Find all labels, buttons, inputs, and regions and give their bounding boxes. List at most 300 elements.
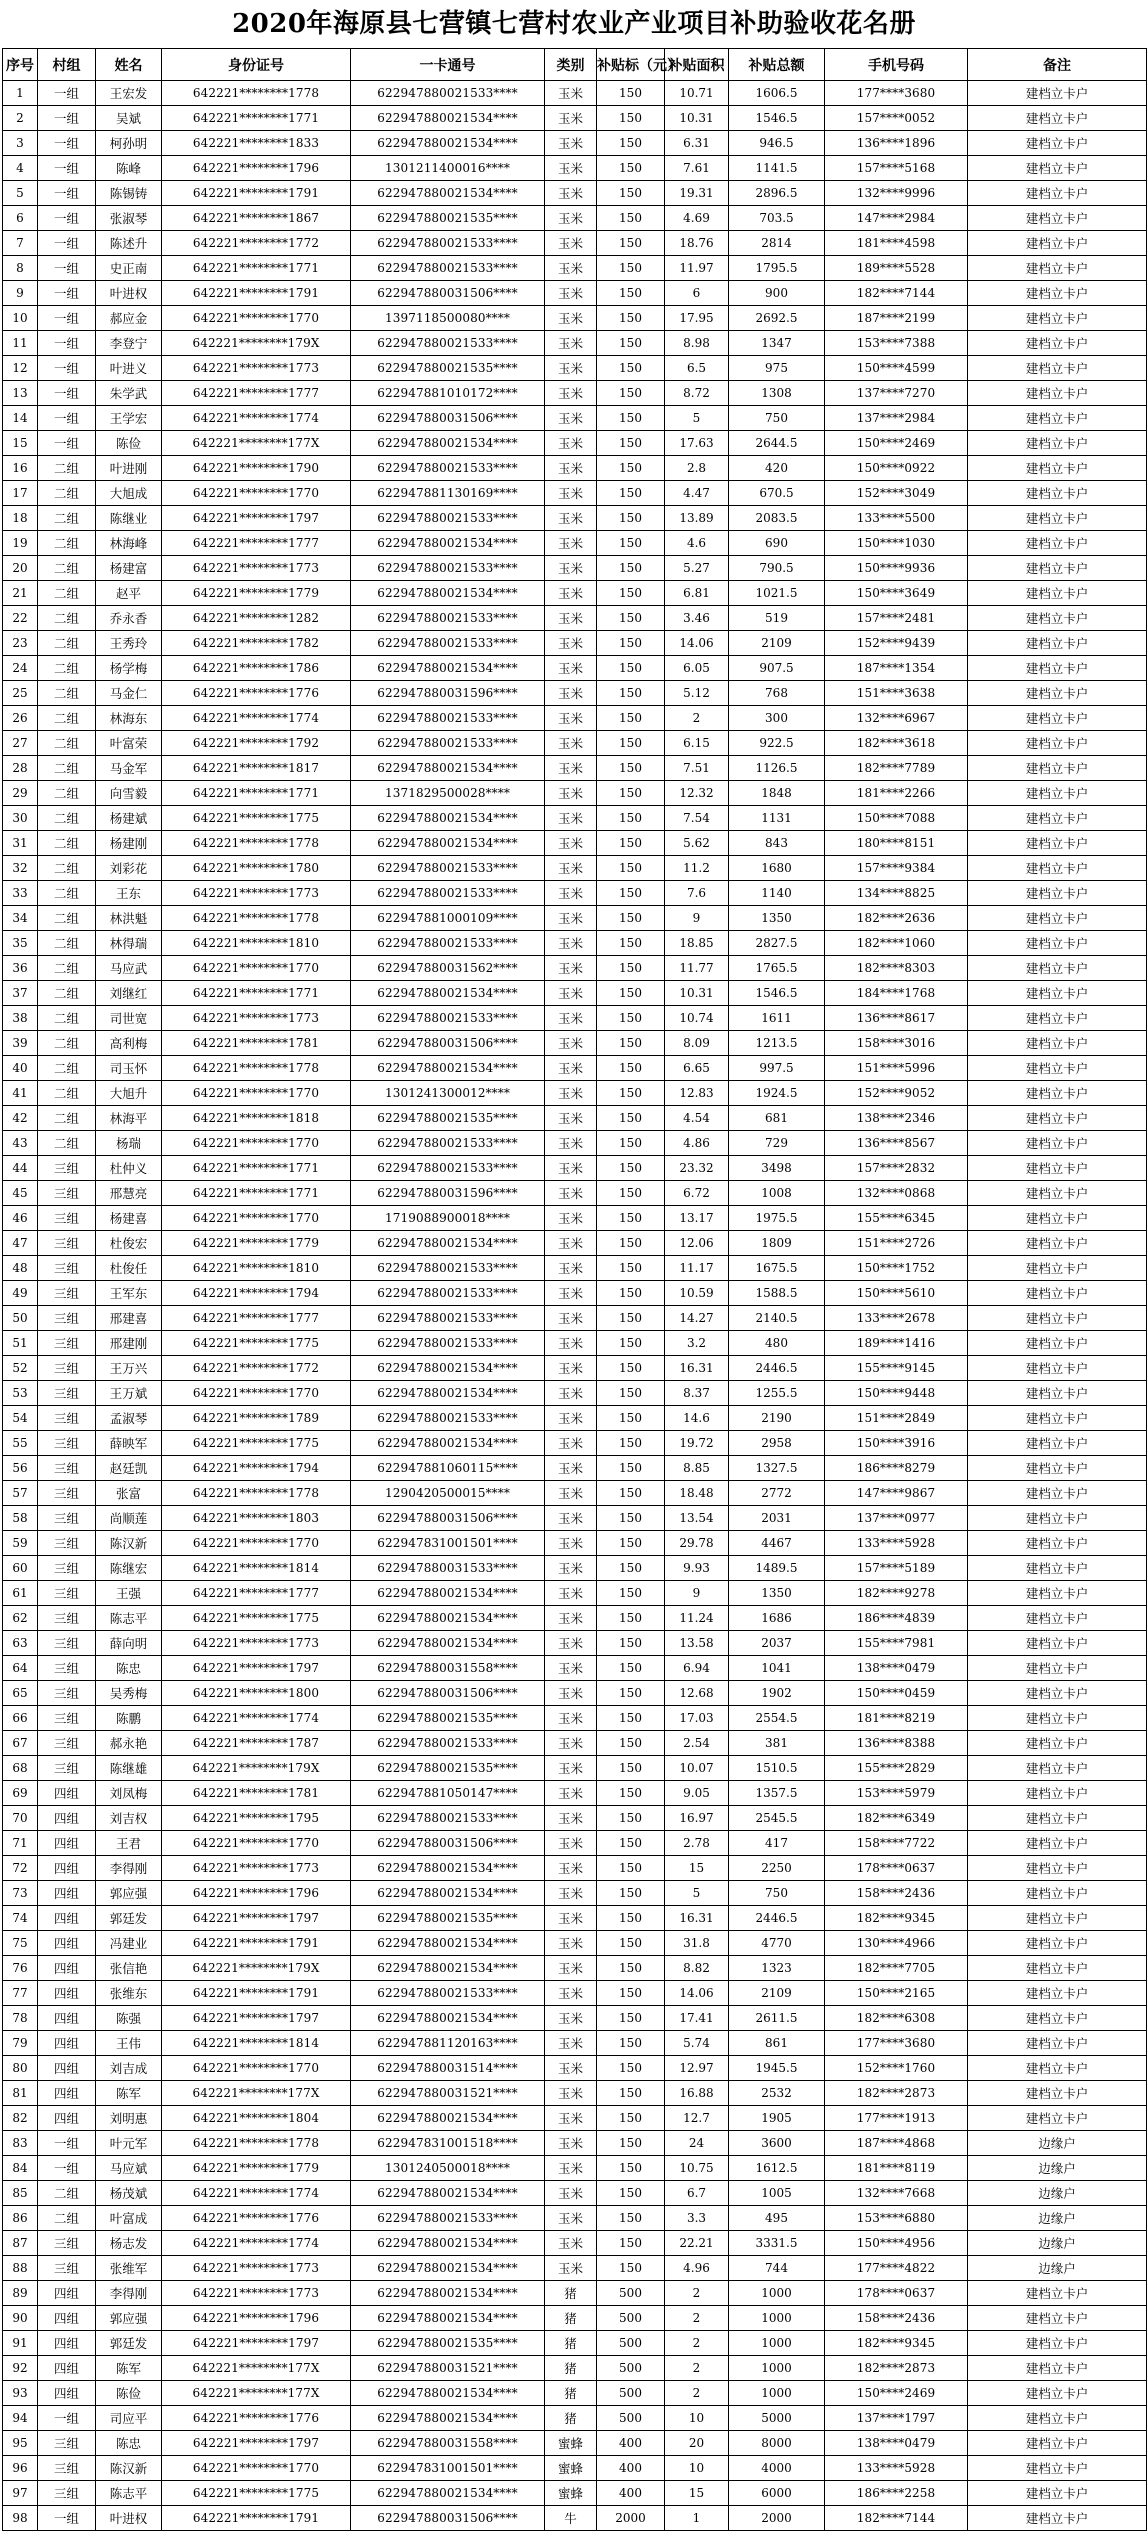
cell-id-number: 642221********1771	[162, 981, 351, 1006]
cell-id-number: 642221********1814	[162, 2031, 351, 2056]
cell-phone-number: 182****2636	[825, 906, 968, 931]
cell-remark: 建档立卡户	[968, 2006, 1147, 2031]
cell-remark: 建档立卡户	[968, 731, 1147, 756]
table-row	[3, 2206, 1147, 2231]
cell-row-index: 42	[3, 1106, 38, 1131]
cell-id-number: 642221********1810	[162, 931, 351, 956]
cell-remark: 建档立卡户	[968, 2106, 1147, 2131]
cell-remark: 建档立卡户	[968, 281, 1147, 306]
cell-remark: 建档立卡户	[968, 1931, 1147, 1956]
cell-phone-number: 182****2873	[825, 2081, 968, 2106]
cell-category: 玉米	[545, 1531, 597, 1556]
table-row	[3, 531, 1147, 556]
cell-subsidy-area: 2	[665, 706, 729, 731]
cell-remark: 建档立卡户	[968, 1281, 1147, 1306]
table-row	[3, 1731, 1147, 1756]
cell-card-number: 622947831001518****	[351, 2131, 545, 2156]
cell-subsidy-rate: 150	[597, 1481, 665, 1506]
cell-id-number: 642221********1797	[162, 1906, 351, 1931]
cell-subsidy-total: 1588.5	[729, 1281, 825, 1306]
cell-category: 玉米	[545, 781, 597, 806]
cell-row-index: 13	[3, 381, 38, 406]
table-row	[3, 1631, 1147, 1656]
table-row	[3, 731, 1147, 756]
cell-subsidy-total: 1213.5	[729, 1031, 825, 1056]
cell-category: 玉米	[545, 1206, 597, 1231]
cell-subsidy-area: 2	[665, 2306, 729, 2331]
table-row	[3, 2281, 1147, 2306]
cell-person-name: 叶进刚	[96, 456, 162, 481]
cell-remark: 建档立卡户	[968, 1631, 1147, 1656]
cell-person-name: 杨茂斌	[96, 2181, 162, 2206]
cell-subsidy-total: 1809	[729, 1231, 825, 1256]
table-row	[3, 1531, 1147, 1556]
cell-card-number: 622947880021535****	[351, 206, 545, 231]
cell-row-index: 86	[3, 2206, 38, 2231]
cell-category: 玉米	[545, 1631, 597, 1656]
cell-village-group: 三组	[38, 1356, 96, 1381]
table-row	[3, 1706, 1147, 1731]
cell-id-number: 642221********1771	[162, 106, 351, 131]
cell-card-number: 622947880021534****	[351, 431, 545, 456]
cell-id-number: 642221********1791	[162, 1981, 351, 2006]
cell-subsidy-area: 10.31	[665, 981, 729, 1006]
cell-person-name: 司玉怀	[96, 1056, 162, 1081]
cell-subsidy-total: 1000	[729, 2281, 825, 2306]
cell-subsidy-area: 8.98	[665, 331, 729, 356]
cell-card-number: 622947880021534****	[351, 2181, 545, 2206]
cell-village-group: 三组	[38, 1381, 96, 1406]
cell-row-index: 29	[3, 781, 38, 806]
cell-person-name: 张淑琴	[96, 206, 162, 231]
cell-phone-number: 132****7668	[825, 2181, 968, 2206]
cell-id-number: 642221********1774	[162, 2181, 351, 2206]
cell-card-number: 622947880021534****	[351, 806, 545, 831]
cell-phone-number: 152****9052	[825, 1081, 968, 1106]
cell-village-group: 二组	[38, 756, 96, 781]
cell-id-number: 642221********179X	[162, 331, 351, 356]
table-row	[3, 1081, 1147, 1106]
cell-subsidy-total: 1350	[729, 1581, 825, 1606]
cell-remark: 边缘户	[968, 2231, 1147, 2256]
cell-subsidy-rate: 150	[597, 556, 665, 581]
cell-subsidy-rate: 150	[597, 356, 665, 381]
cell-phone-number: 150****1030	[825, 531, 968, 556]
cell-subsidy-total: 2031	[729, 1506, 825, 1531]
cell-subsidy-area: 17.03	[665, 1706, 729, 1731]
cell-village-group: 一组	[38, 256, 96, 281]
col-header-subsidy-total: 补贴总额	[729, 49, 825, 81]
table-row	[3, 906, 1147, 931]
cell-category: 玉米	[545, 881, 597, 906]
cell-person-name: 林海平	[96, 1106, 162, 1131]
cell-village-group: 三组	[38, 1531, 96, 1556]
cell-category: 玉米	[545, 1281, 597, 1306]
cell-person-name: 叶元军	[96, 2131, 162, 2156]
cell-person-name: 陈忠	[96, 2431, 162, 2456]
cell-subsidy-rate: 150	[597, 2231, 665, 2256]
cell-card-number: 622947880031558****	[351, 2431, 545, 2456]
cell-id-number: 642221********1803	[162, 1506, 351, 1531]
cell-card-number: 622947881000109****	[351, 906, 545, 931]
cell-card-number: 622947880031521****	[351, 2356, 545, 2381]
cell-row-index: 45	[3, 1181, 38, 1206]
cell-village-group: 四组	[38, 2381, 96, 2406]
cell-person-name: 陈述升	[96, 231, 162, 256]
cell-row-index: 79	[3, 2031, 38, 2056]
cell-village-group: 三组	[38, 1456, 96, 1481]
cell-phone-number: 180****8151	[825, 831, 968, 856]
cell-village-group: 三组	[38, 1331, 96, 1356]
cell-subsidy-rate: 150	[597, 131, 665, 156]
cell-remark: 建档立卡户	[968, 1431, 1147, 1456]
cell-subsidy-rate: 150	[597, 1256, 665, 1281]
cell-subsidy-area: 2.54	[665, 1731, 729, 1756]
cell-remark: 建档立卡户	[968, 806, 1147, 831]
cell-person-name: 薛向明	[96, 1631, 162, 1656]
cell-subsidy-area: 19.31	[665, 181, 729, 206]
cell-category: 玉米	[545, 1306, 597, 1331]
table-row	[3, 806, 1147, 831]
cell-subsidy-area: 11.77	[665, 956, 729, 981]
table-row	[3, 681, 1147, 706]
cell-row-index: 68	[3, 1756, 38, 1781]
cell-subsidy-total: 2083.5	[729, 506, 825, 531]
cell-subsidy-rate: 150	[597, 81, 665, 106]
cell-subsidy-area: 20	[665, 2431, 729, 2456]
cell-phone-number: 151****2849	[825, 1406, 968, 1431]
cell-village-group: 二组	[38, 481, 96, 506]
cell-subsidy-total: 1126.5	[729, 756, 825, 781]
cell-village-group: 四组	[38, 1906, 96, 1931]
table-row	[3, 206, 1147, 231]
cell-category: 玉米	[545, 856, 597, 881]
cell-id-number: 642221********1833	[162, 131, 351, 156]
cell-remark: 建档立卡户	[968, 1331, 1147, 1356]
cell-subsidy-total: 2109	[729, 631, 825, 656]
cell-remark: 建档立卡户	[968, 1556, 1147, 1581]
cell-row-index: 20	[3, 556, 38, 581]
cell-category: 猪	[545, 2306, 597, 2331]
cell-person-name: 吴秀梅	[96, 1681, 162, 1706]
cell-card-number: 622947880021533****	[351, 1306, 545, 1331]
cell-village-group: 三组	[38, 1506, 96, 1531]
cell-phone-number: 150****2165	[825, 1981, 968, 2006]
cell-phone-number: 150****0922	[825, 456, 968, 481]
table-row	[3, 1281, 1147, 1306]
cell-subsidy-total: 861	[729, 2031, 825, 2056]
cell-category: 玉米	[545, 1156, 597, 1181]
cell-subsidy-total: 1905	[729, 2106, 825, 2131]
cell-phone-number: 157****5189	[825, 1556, 968, 1581]
cell-subsidy-rate: 150	[597, 481, 665, 506]
cell-subsidy-total: 420	[729, 456, 825, 481]
table-row	[3, 2181, 1147, 2206]
cell-subsidy-total: 1357.5	[729, 1781, 825, 1806]
cell-card-number: 622947881010172****	[351, 381, 545, 406]
cell-subsidy-total: 1902	[729, 1681, 825, 1706]
cell-subsidy-total: 381	[729, 1731, 825, 1756]
cell-card-number: 622947880021534****	[351, 131, 545, 156]
cell-card-number: 622947880021533****	[351, 1131, 545, 1156]
cell-person-name: 陈忠	[96, 1656, 162, 1681]
cell-row-index: 73	[3, 1881, 38, 1906]
cell-card-number: 622947880021534****	[351, 1856, 545, 1881]
cell-id-number: 642221********1804	[162, 2106, 351, 2131]
cell-remark: 建档立卡户	[968, 2431, 1147, 2456]
cell-row-index: 11	[3, 331, 38, 356]
cell-id-number: 642221********1791	[162, 281, 351, 306]
cell-category: 猪	[545, 2406, 597, 2431]
cell-remark: 建档立卡户	[968, 456, 1147, 481]
cell-village-group: 二组	[38, 931, 96, 956]
cell-row-index: 89	[3, 2281, 38, 2306]
cell-subsidy-rate: 150	[597, 1231, 665, 1256]
table-row	[3, 1831, 1147, 1856]
table-row	[3, 1456, 1147, 1481]
cell-category: 玉米	[545, 1481, 597, 1506]
cell-remark: 建档立卡户	[968, 631, 1147, 656]
cell-person-name: 叶进义	[96, 356, 162, 381]
cell-remark: 建档立卡户	[968, 2481, 1147, 2506]
cell-row-index: 55	[3, 1431, 38, 1456]
table-row	[3, 581, 1147, 606]
cell-id-number: 642221********1797	[162, 2431, 351, 2456]
cell-phone-number: 182****7144	[825, 2506, 968, 2531]
cell-subsidy-total: 4467	[729, 1531, 825, 1556]
cell-card-number: 622947880021534****	[351, 2231, 545, 2256]
table-row	[3, 2331, 1147, 2356]
cell-card-number: 622947880021535****	[351, 1906, 545, 1931]
cell-row-index: 63	[3, 1631, 38, 1656]
cell-village-group: 一组	[38, 281, 96, 306]
cell-id-number: 642221********1770	[162, 1381, 351, 1406]
table-row	[3, 1956, 1147, 1981]
cell-village-group: 一组	[38, 2406, 96, 2431]
cell-person-name: 陈志平	[96, 2481, 162, 2506]
cell-subsidy-rate: 150	[597, 931, 665, 956]
cell-phone-number: 153****6880	[825, 2206, 968, 2231]
table-row	[3, 1231, 1147, 1256]
cell-card-number: 622947880021534****	[351, 1931, 545, 1956]
cell-remark: 建档立卡户	[968, 2506, 1147, 2531]
cell-id-number: 642221********1775	[162, 1431, 351, 1456]
cell-subsidy-rate: 150	[597, 631, 665, 656]
cell-remark: 建档立卡户	[968, 1781, 1147, 1806]
cell-row-index: 87	[3, 2231, 38, 2256]
cell-row-index: 70	[3, 1806, 38, 1831]
cell-person-name: 陈汉新	[96, 1531, 162, 1556]
cell-subsidy-total: 480	[729, 1331, 825, 1356]
cell-subsidy-rate: 150	[597, 1581, 665, 1606]
cell-card-number: 622947880021533****	[351, 2206, 545, 2231]
cell-subsidy-area: 18.48	[665, 1481, 729, 1506]
cell-subsidy-total: 1140	[729, 881, 825, 906]
table-row	[3, 1006, 1147, 1031]
cell-village-group: 三组	[38, 1581, 96, 1606]
cell-phone-number: 150****5610	[825, 1281, 968, 1306]
cell-subsidy-total: 2554.5	[729, 1706, 825, 1731]
cell-person-name: 王秀玲	[96, 631, 162, 656]
cell-subsidy-area: 2.78	[665, 1831, 729, 1856]
cell-card-number: 622947880031506****	[351, 406, 545, 431]
cell-person-name: 张信艳	[96, 1956, 162, 1981]
cell-category: 玉米	[545, 681, 597, 706]
cell-village-group: 一组	[38, 156, 96, 181]
cell-row-index: 40	[3, 1056, 38, 1081]
cell-phone-number: 136****8617	[825, 1006, 968, 1031]
cell-person-name: 刘凤梅	[96, 1781, 162, 1806]
table-row	[3, 331, 1147, 356]
cell-id-number: 642221********1777	[162, 1306, 351, 1331]
cell-subsidy-area: 14.06	[665, 1981, 729, 2006]
cell-phone-number: 186****8279	[825, 1456, 968, 1481]
cell-id-number: 642221********177X	[162, 431, 351, 456]
cell-remark: 建档立卡户	[968, 1256, 1147, 1281]
cell-remark: 建档立卡户	[968, 856, 1147, 881]
cell-card-number: 1397118500080****	[351, 306, 545, 331]
cell-subsidy-area: 2.8	[665, 456, 729, 481]
cell-subsidy-area: 4.96	[665, 2256, 729, 2281]
cell-subsidy-area: 6	[665, 281, 729, 306]
cell-village-group: 三组	[38, 1406, 96, 1431]
cell-category: 牛	[545, 2506, 597, 2531]
cell-person-name: 陈志平	[96, 1606, 162, 1631]
cell-subsidy-area: 3.2	[665, 1331, 729, 1356]
cell-card-number: 622947880021534****	[351, 1631, 545, 1656]
cell-village-group: 四组	[38, 1956, 96, 1981]
cell-row-index: 36	[3, 956, 38, 981]
cell-subsidy-total: 1308	[729, 381, 825, 406]
cell-id-number: 642221********1781	[162, 1781, 351, 1806]
cell-remark: 建档立卡户	[968, 1481, 1147, 1506]
cell-id-number: 642221********1814	[162, 1556, 351, 1581]
cell-subsidy-total: 1327.5	[729, 1456, 825, 1481]
cell-phone-number: 136****8388	[825, 1731, 968, 1756]
cell-id-number: 642221********1773	[162, 881, 351, 906]
cell-category: 猪	[545, 2281, 597, 2306]
cell-id-number: 642221********1796	[162, 156, 351, 181]
cell-subsidy-total: 3498	[729, 1156, 825, 1181]
cell-row-index: 37	[3, 981, 38, 1006]
cell-remark: 建档立卡户	[968, 1156, 1147, 1181]
cell-card-number: 622947880021533****	[351, 1731, 545, 1756]
cell-row-index: 64	[3, 1656, 38, 1681]
table-row	[3, 1556, 1147, 1581]
cell-id-number: 642221********1775	[162, 2481, 351, 2506]
cell-subsidy-rate: 400	[597, 2431, 665, 2456]
cell-person-name: 大旭升	[96, 1081, 162, 1106]
cell-phone-number: 182****8303	[825, 956, 968, 981]
cell-card-number: 622947880031506****	[351, 2506, 545, 2531]
cell-category: 玉米	[545, 656, 597, 681]
cell-subsidy-area: 12.32	[665, 781, 729, 806]
cell-row-index: 15	[3, 431, 38, 456]
cell-subsidy-total: 300	[729, 706, 825, 731]
cell-subsidy-rate: 150	[597, 456, 665, 481]
table-row	[3, 931, 1147, 956]
cell-person-name: 郭应强	[96, 2306, 162, 2331]
cell-row-index: 24	[3, 656, 38, 681]
cell-row-index: 62	[3, 1606, 38, 1631]
cell-subsidy-total: 1021.5	[729, 581, 825, 606]
cell-subsidy-total: 1008	[729, 1181, 825, 1206]
cell-row-index: 60	[3, 1556, 38, 1581]
cell-id-number: 642221********1770	[162, 1206, 351, 1231]
cell-subsidy-total: 2896.5	[729, 181, 825, 206]
cell-subsidy-rate: 150	[597, 1056, 665, 1081]
cell-id-number: 642221********1282	[162, 606, 351, 631]
cell-village-group: 二组	[38, 506, 96, 531]
cell-id-number: 642221********1774	[162, 406, 351, 431]
cell-subsidy-total: 2109	[729, 1981, 825, 2006]
cell-id-number: 642221********1796	[162, 1881, 351, 1906]
cell-card-number: 1719088900018****	[351, 1206, 545, 1231]
cell-phone-number: 181****8119	[825, 2156, 968, 2181]
cell-id-number: 642221********1778	[162, 906, 351, 931]
cell-remark: 建档立卡户	[968, 356, 1147, 381]
cell-subsidy-area: 6.05	[665, 656, 729, 681]
cell-category: 玉米	[545, 1081, 597, 1106]
table-row	[3, 1881, 1147, 1906]
cell-subsidy-rate: 150	[597, 1206, 665, 1231]
cell-subsidy-rate: 500	[597, 2381, 665, 2406]
cell-id-number: 642221********179X	[162, 1956, 351, 1981]
cell-phone-number: 133****5928	[825, 1531, 968, 1556]
cell-subsidy-total: 1255.5	[729, 1381, 825, 1406]
cell-village-group: 四组	[38, 2356, 96, 2381]
cell-village-group: 三组	[38, 1256, 96, 1281]
cell-subsidy-rate: 150	[597, 156, 665, 181]
cell-subsidy-rate: 2000	[597, 2506, 665, 2531]
cell-id-number: 642221********1792	[162, 731, 351, 756]
cell-subsidy-area: 5.62	[665, 831, 729, 856]
cell-phone-number: 182****6308	[825, 2006, 968, 2031]
cell-village-group: 四组	[38, 2281, 96, 2306]
cell-row-index: 91	[3, 2331, 38, 2356]
cell-person-name: 邢建喜	[96, 1306, 162, 1331]
cell-village-group: 一组	[38, 356, 96, 381]
cell-card-number: 622947880021534****	[351, 756, 545, 781]
cell-category: 玉米	[545, 356, 597, 381]
cell-subsidy-area: 7.51	[665, 756, 729, 781]
cell-id-number: 642221********1773	[162, 1631, 351, 1656]
cell-remark: 建档立卡户	[968, 1956, 1147, 1981]
cell-subsidy-total: 946.5	[729, 131, 825, 156]
cell-village-group: 一组	[38, 81, 96, 106]
cell-category: 玉米	[545, 206, 597, 231]
cell-subsidy-area: 18.85	[665, 931, 729, 956]
cell-subsidy-area: 10.74	[665, 1006, 729, 1031]
cell-subsidy-total: 1546.5	[729, 106, 825, 131]
cell-remark: 建档立卡户	[968, 2456, 1147, 2481]
cell-remark: 建档立卡户	[968, 981, 1147, 1006]
cell-phone-number: 155****9145	[825, 1356, 968, 1381]
cell-subsidy-area: 11.2	[665, 856, 729, 881]
cell-subsidy-area: 16.31	[665, 1356, 729, 1381]
cell-subsidy-area: 14.27	[665, 1306, 729, 1331]
cell-subsidy-total: 1795.5	[729, 256, 825, 281]
cell-row-index: 23	[3, 631, 38, 656]
cell-row-index: 12	[3, 356, 38, 381]
cell-village-group: 一组	[38, 131, 96, 156]
cell-category: 玉米	[545, 1856, 597, 1881]
cell-phone-number: 181****4598	[825, 231, 968, 256]
cell-village-group: 二组	[38, 1006, 96, 1031]
cell-remark: 建档立卡户	[968, 231, 1147, 256]
table-row	[3, 1981, 1147, 2006]
cell-subsidy-area: 11.97	[665, 256, 729, 281]
